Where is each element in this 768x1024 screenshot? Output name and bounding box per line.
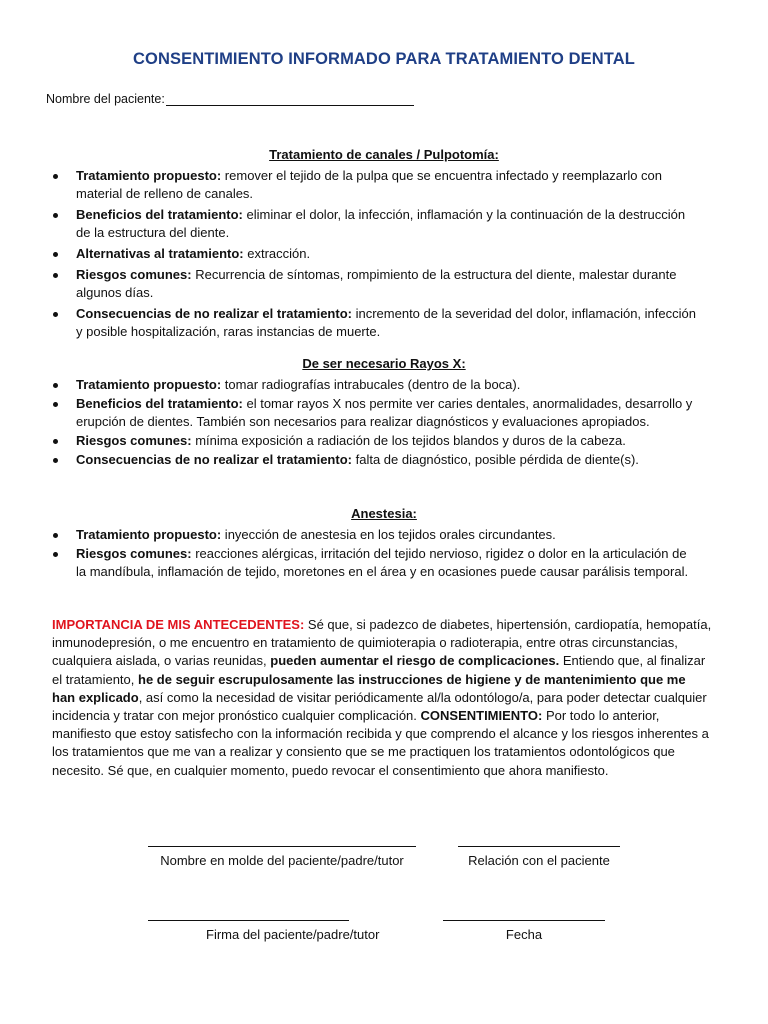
consent-heading: CONSENTIMIENTO: bbox=[420, 708, 543, 724]
bullet-list bbox=[0, 167, 768, 341]
patient-name-label: Nombre del paciente: bbox=[46, 92, 165, 106]
list-item bbox=[0, 266, 768, 302]
bullet-icon bbox=[53, 439, 58, 444]
importance-paragraph bbox=[52, 616, 712, 780]
item-label: Beneficios del tratamiento: bbox=[76, 396, 243, 411]
item-text: reacciones alérgicas, irritación del tejido nervioso, rigidez o dolor en la articulación de la mandíbula, inflamación de tejido, moretones en el área y en ocasiones puede causar parálisis temporal. bbox=[76, 546, 689, 579]
list-item bbox=[0, 526, 768, 544]
document-title: CONSENTIMIENTO INFORMADO PARA TRATAMIENTO DENTAL bbox=[133, 50, 635, 68]
signature-block-date bbox=[443, 919, 605, 942]
item-label: Tratamiento propuesto: bbox=[76, 168, 222, 183]
signature-block-signature bbox=[148, 919, 380, 942]
item-text: inyección de anestesia en los tejidos orales circundantes. bbox=[221, 527, 556, 542]
date-line[interactable] bbox=[443, 919, 605, 921]
list-item bbox=[0, 206, 768, 242]
bullet-icon bbox=[53, 458, 58, 463]
bullet-icon bbox=[53, 312, 58, 317]
relation-caption: Relación con el paciente bbox=[468, 853, 610, 868]
list-item bbox=[0, 167, 768, 203]
item-label: Riesgos comunes: bbox=[76, 546, 192, 561]
section-title: De ser necesario Rayos X: bbox=[302, 356, 466, 371]
item-text: falta de diagnóstico, posible pérdida de diente(s). bbox=[351, 452, 639, 467]
patient-name-line[interactable] bbox=[166, 93, 414, 106]
list-item bbox=[0, 245, 768, 263]
name-signature-line[interactable] bbox=[148, 845, 416, 847]
list-item bbox=[0, 451, 768, 469]
importance-text: , así como la necesidad de visitar periódicamente al/la odontólogo/a, para poder detectar cualquier incidencia y tratar con mejor pronóstico cualquier complicación. bbox=[52, 689, 707, 724]
bullet-icon bbox=[53, 383, 58, 388]
section-title: Tratamiento de canales / Pulpotomía: bbox=[269, 147, 499, 162]
item-text: extracción. bbox=[243, 246, 311, 261]
name-caption: Nombre en molde del paciente/padre/tutor bbox=[160, 853, 404, 868]
item-text: incremento de la severidad del dolor, inflamación, infección y posible hospitalización, raras instancias de muerte. bbox=[76, 306, 696, 339]
section-root-canal bbox=[0, 146, 768, 344]
importance-text: Por todo lo anterior, manifiesto que estoy satisfecho con la información recibida y que comprendo el alcance y los riesgos inherentes a los tratamientos que me van a realizar y consiento que se me practiquen los tratamientos odontológicos que necesito. Sé que, en cualquier momento, puedo revocar el consentimiento que ahora manifiesto. bbox=[52, 708, 709, 778]
bullet-icon bbox=[53, 174, 58, 179]
item-label: Alternativas al tratamiento: bbox=[76, 246, 244, 261]
patient-name-row bbox=[46, 92, 414, 106]
item-label: Consecuencias de no realizar el tratamiento: bbox=[76, 452, 352, 467]
importance-text: Entiendo que, al finalizar el tratamiento, bbox=[52, 653, 706, 687]
bullet-icon bbox=[53, 402, 58, 407]
item-text: mínima exposición a radiación de los tejidos blandos y duros de la cabeza. bbox=[191, 433, 626, 448]
bullet-icon bbox=[53, 533, 58, 538]
item-label: Riesgos comunes: bbox=[76, 433, 192, 448]
item-label: Riesgos comunes: bbox=[76, 267, 192, 282]
bullet-list bbox=[0, 376, 768, 469]
item-text: el tomar rayos X nos permite ver caries dentales, anormalidades, desarrollo y erupción de dientes. También son necesarios para realizar diagnósticos y evaluaciones apropiados. bbox=[76, 396, 693, 429]
bullet-icon bbox=[53, 552, 58, 557]
item-label: Beneficios del tratamiento: bbox=[76, 207, 243, 222]
date-caption: Fecha bbox=[505, 927, 543, 942]
signature-caption: Firma del paciente/padre/tutor bbox=[206, 927, 380, 942]
signature-line[interactable] bbox=[148, 919, 349, 921]
item-text: eliminar el dolor, la infección, inflamación y la continuación de la destrucción de la estructura del diente. bbox=[76, 207, 686, 240]
item-text: tomar radiografías intrabucales (dentro de la boca). bbox=[221, 377, 521, 392]
importance-text: Sé que, si padezco de diabetes, hipertensión, cardiopatía, hemopatía, inmunodepresión, o me encuentro en tratamiento de quimioterapia o radioterapia, entre otras circunstancias, cualquiera aislada, o varias reunidas, bbox=[52, 617, 712, 669]
list-item bbox=[0, 376, 768, 394]
bullet-icon bbox=[53, 252, 58, 257]
importance-bold: he de seguir escrupulosamente las instrucciones de higiene y de mantenimiento que me han explicado bbox=[52, 671, 686, 705]
importance-heading: IMPORTANCIA DE MIS ANTECEDENTES: bbox=[52, 617, 305, 632]
bullet-icon bbox=[53, 213, 58, 218]
item-text: Recurrencia de síntomas, rompimiento de la estructura del diente, malestar durante algunos días. bbox=[76, 267, 677, 300]
section-title: Anestesia: bbox=[351, 506, 417, 521]
section-xrays bbox=[0, 355, 768, 470]
item-label: Consecuencias de no realizar el tratamiento: bbox=[76, 306, 352, 321]
signature-block-name bbox=[148, 845, 416, 868]
importance-bold: pueden aumentar el riesgo de complicaciones. bbox=[270, 653, 560, 669]
relation-signature-line[interactable] bbox=[458, 845, 620, 847]
item-text: remover el tejido de la pulpa que se encuentra infectado y reemplazarlo con material de relleno de canales. bbox=[76, 168, 663, 201]
item-label: Tratamiento propuesto: bbox=[76, 377, 222, 392]
item-label: Tratamiento propuesto: bbox=[76, 527, 222, 542]
list-item bbox=[0, 305, 768, 341]
list-item bbox=[0, 545, 768, 581]
bullet-list bbox=[0, 526, 768, 581]
section-anesthesia bbox=[0, 505, 768, 582]
list-item bbox=[0, 432, 768, 450]
signature-block-relation bbox=[458, 845, 620, 868]
list-item bbox=[0, 395, 768, 431]
bullet-icon bbox=[53, 273, 58, 278]
